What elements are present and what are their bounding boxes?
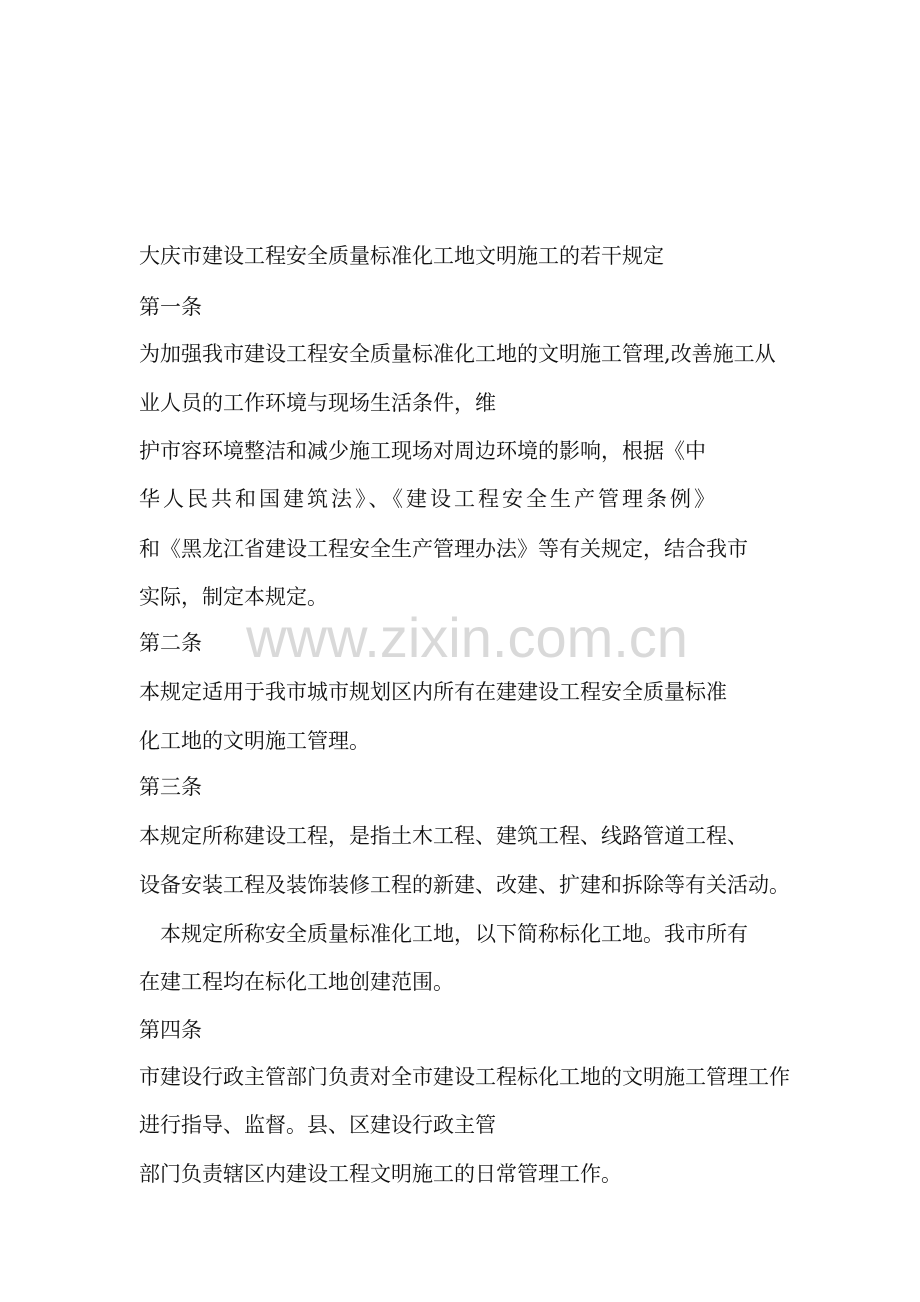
article-heading-1: 第一条 [139,295,202,319]
article-heading-2: 第二条 [139,631,202,655]
text-line: 护市容环境整洁和减少施工现场对周边环境的影响，根据《中 [139,439,706,463]
text-line: 本规定所称建设工程，是指土木工程、建筑工程、线路管道工程、 [139,824,748,848]
text-line: 和《黑龙江省建设工程安全生产管理办法》等有关规定，结合我市 [139,537,748,561]
text-line: 设备安装工程及装饰装修工程的新建、改建、扩建和拆除等有关活动。 [139,873,790,897]
text-line: 进行指导、监督。县、区建设行政主管 [139,1113,496,1137]
text-line: 市建设行政主管部门负责对全市建设工程标化工地的文明施工管理工作 [139,1065,790,1089]
text-line: 本规定所称安全质量标准化工地，以下简称标化工地。我市所有 [139,922,748,946]
article-heading-4: 第四条 [139,1018,202,1042]
document-title: 大庆市建设工程安全质量标准化工地文明施工的若干规定 [139,244,664,268]
text-line: 本规定适用于我市城市规划区内所有在建建设工程安全质量标准 [139,680,727,704]
text-line: 实际，制定本规定。 [139,585,328,609]
watermark: www.zixin.com.cn [246,606,688,669]
text-line: 化工地的文明施工管理。 [139,729,370,753]
text-line: 部门负责辖区内建设工程文明施工的日常管理工作。 [139,1162,622,1186]
text-line: 华人民共和国建筑法》、《建设工程安全生产管理条例》 [139,487,718,511]
text-line: 业人员的工作环境与现场生活条件，维 [139,391,496,415]
text-line: 在建工程均在标化工地创建范围。 [139,970,454,994]
text-line: 为加强我市建设工程安全质量标准化工地的文明施工管理,改善施工从 [139,342,776,366]
article-heading-3: 第三条 [139,775,202,799]
